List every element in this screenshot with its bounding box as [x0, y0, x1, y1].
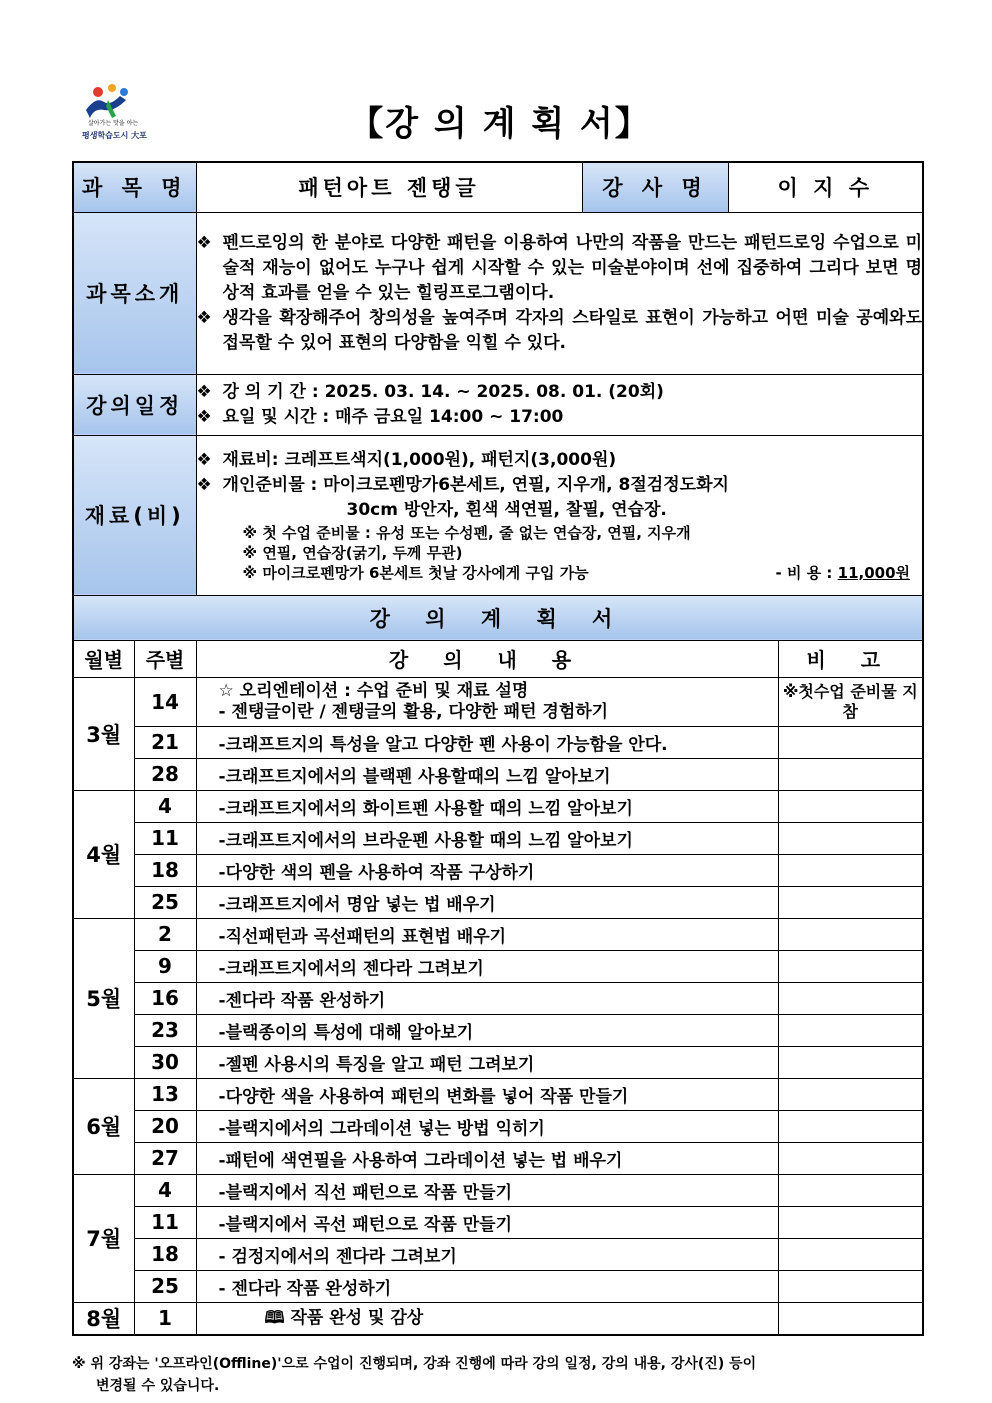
- table-row: [73, 1206, 923, 1238]
- week-cell: 25: [134, 886, 196, 918]
- table-row: [73, 822, 923, 854]
- diamond-bullet-icon: ❖: [196, 449, 212, 470]
- table-row: [73, 1238, 923, 1270]
- materials-bullet: 개인준비물 : 마이크로펜망가6본세트, 연필, 지우개, 8절검정도화지: [222, 474, 729, 495]
- week-cell: 4: [134, 1174, 196, 1206]
- content-line: -직선패턴과 곡선패턴의 표현법 배우기: [218, 926, 507, 947]
- diamond-bullet-icon: ❖: [196, 232, 212, 253]
- remark-cell: [778, 918, 923, 950]
- week-cell: 14: [134, 677, 196, 726]
- content-cell: [196, 1206, 778, 1238]
- content-cell: [196, 790, 778, 822]
- remark-cell: [778, 790, 923, 822]
- content-cell: [196, 677, 778, 726]
- week-cell: 28: [134, 758, 196, 790]
- remark-cell: [778, 982, 923, 1014]
- table-row: [73, 950, 923, 982]
- table-row: [73, 1110, 923, 1142]
- subject-label: 과 목 명: [73, 162, 196, 212]
- week-cell: 11: [134, 822, 196, 854]
- remark-cell: [778, 1238, 923, 1270]
- content-cell: [196, 1174, 778, 1206]
- content-cell: [196, 1078, 778, 1110]
- week-cell: 21: [134, 726, 196, 758]
- table-row: [73, 982, 923, 1014]
- content-line: 🕮 작품 완성 및 감상: [264, 1307, 424, 1328]
- table-row: [73, 1270, 923, 1302]
- subject-value: 패턴아트 젠탱글: [196, 162, 582, 212]
- month-cell: 5월: [73, 918, 134, 1078]
- content-cell: [196, 1238, 778, 1270]
- week-cell: 18: [134, 854, 196, 886]
- week-cell: 20: [134, 1110, 196, 1142]
- materials-note: ※ 연필, 연습장(굵기, 두께 무관): [242, 543, 463, 562]
- remark-cell: [778, 886, 923, 918]
- week-cell: 16: [134, 982, 196, 1014]
- month-cell: 3월: [73, 677, 134, 790]
- schedule-label: 강의일정: [73, 374, 196, 435]
- intro-label: 과목소개: [73, 212, 196, 374]
- intro-bullet: 펜드로잉의 한 분야로 다양한 패턴을 이용하여 나만의 작품을 만드는 패턴드로잉 수업으로 미술적 재능이 없어도 누구나 쉽게 시작할 수 있는 미술분야이며 선에 집중하여 그리다 보면 명상적 효과를 얻을 수 있는 힐링프로그램이다.: [222, 232, 923, 303]
- materials-note: ※ 첫 수업 준비물 : 유성 또는 수성펜, 줄 없는 연습장, 연필, 지우개: [242, 523, 691, 542]
- page-title: 【강 의 계 획 서】: [349, 104, 651, 144]
- content-cell: [196, 1110, 778, 1142]
- table-row: [73, 726, 923, 758]
- instructor-label: 강 사 명: [582, 162, 728, 212]
- remark-cell: [778, 1206, 923, 1238]
- remark-cell: ※첫수업 준비물 지참: [778, 677, 923, 726]
- content-cell: [196, 758, 778, 790]
- schedule-bullet: 강 의 기 간 : 2025. 03. 14. ~ 2025. 08. 01. (20회): [222, 381, 664, 402]
- table-row: [73, 1014, 923, 1046]
- content-line: -패턴에 색연필을 사용하여 그라데이션 넣는 법 배우기: [218, 1150, 623, 1171]
- month-cell: 8월: [73, 1302, 134, 1335]
- remark-cell: [778, 758, 923, 790]
- week-cell: 23: [134, 1014, 196, 1046]
- week-cell: 18: [134, 1238, 196, 1270]
- remark-cell: [778, 1110, 923, 1142]
- remark-cell: [778, 1014, 923, 1046]
- remark-cell: [778, 1078, 923, 1110]
- diamond-bullet-icon: ❖: [196, 381, 212, 402]
- week-cell: 1: [134, 1302, 196, 1335]
- remark-cell: [778, 1046, 923, 1078]
- content-line: -크래프트지에서의 브라운펜 사용할 때의 느낌 알아보기: [218, 830, 633, 851]
- logo-name: 평생학습도시 大포: [82, 131, 147, 140]
- col-week-header: 주별: [134, 640, 196, 677]
- schedule-text: [196, 374, 923, 435]
- remark-cell: [778, 822, 923, 854]
- content-cell: [196, 1046, 778, 1078]
- content-cell: [196, 918, 778, 950]
- content-line: -블랙지에서 곡선 패턴으로 작품 만들기: [218, 1214, 512, 1235]
- week-cell: 13: [134, 1078, 196, 1110]
- content-line: -다양한 색을 사용하여 패턴의 변화를 넣어 작품 만들기: [218, 1086, 629, 1107]
- remark-cell: [778, 1302, 923, 1335]
- instructor-value: 이 지 수: [728, 162, 923, 212]
- footer-line: ※ 위 강좌는 '오프라인(Offline)'으로 수업이 진행되며, 강좌 진행에 따라 강의 일정, 강의 내용, 강사(진) 등이: [72, 1356, 757, 1372]
- content-line: -크래프트지에서의 젠다라 그려보기: [218, 958, 484, 979]
- week-cell: 30: [134, 1046, 196, 1078]
- footer-note: [72, 1353, 922, 1397]
- remark-cell: [778, 854, 923, 886]
- intro-bullet: 생각을 확장해주어 창의성을 높여주며 각자의 스타일로 표현이 가능하고 어떤 미술 공예와도 접목할 수 있어 표현의 다양함을 익힐 수 있다.: [222, 307, 923, 353]
- table-row: [73, 886, 923, 918]
- month-cell: 7월: [73, 1174, 134, 1302]
- week-cell: 2: [134, 918, 196, 950]
- month-cell: 6월: [73, 1078, 134, 1174]
- content-line: -블랙지에서 직선 패턴으로 작품 만들기: [218, 1182, 512, 1203]
- content-line: -블랙종이의 특성에 대해 알아보기: [218, 1022, 474, 1043]
- remark-cell: [778, 726, 923, 758]
- city-logo: [78, 82, 178, 142]
- logo-tagline: 살아가는 맛을 아는: [88, 120, 139, 127]
- content-cell: [196, 1302, 778, 1335]
- month-cell: 4월: [73, 790, 134, 918]
- content-line: -젠다라 작품 완성하기: [218, 990, 386, 1011]
- materials-label: 재료(비): [73, 435, 196, 595]
- content-line: - 검정지에서의 젠다라 그려보기: [218, 1246, 457, 1267]
- materials-note: ※ 마이크로펜망가 6본세트 첫날 강사에게 구입 가능: [242, 563, 589, 582]
- content-line: -크래프트지의 특성을 알고 다양한 펜 사용이 가능함을 안다.: [218, 734, 668, 755]
- content-line: -크래프트지에서의 블랙펜 사용할때의 느낌 알아보기: [218, 766, 611, 787]
- week-cell: 9: [134, 950, 196, 982]
- content-line: - 젠탱글이란 / 젠탱글의 활용, 다양한 패턴 경험하기: [218, 701, 609, 722]
- remark-cell: [778, 1142, 923, 1174]
- materials-continuation: 30cm 방안자, 흰색 색연필, 찰필, 연습장.: [346, 499, 667, 520]
- week-cell: 11: [134, 1206, 196, 1238]
- table-row: [73, 918, 923, 950]
- col-remark-header: 비 고: [778, 640, 923, 677]
- table-row: [73, 1174, 923, 1206]
- diamond-bullet-icon: ❖: [196, 406, 212, 427]
- content-cell: [196, 950, 778, 982]
- cost: [776, 563, 922, 583]
- table-row: [73, 790, 923, 822]
- content-line: -젤펜 사용시의 특징을 알고 패턴 그려보기: [218, 1054, 535, 1075]
- content-cell: [196, 726, 778, 758]
- week-cell: 25: [134, 1270, 196, 1302]
- table-row: [73, 758, 923, 790]
- week-cell: 4: [134, 790, 196, 822]
- remark-cell: [778, 1270, 923, 1302]
- content-cell: [196, 854, 778, 886]
- table-row: [73, 677, 923, 726]
- content-cell: [196, 822, 778, 854]
- content-cell: [196, 886, 778, 918]
- content-line: -블랙지에서의 그라데이션 넣는 방법 익히기: [218, 1118, 545, 1139]
- remark-cell: [778, 950, 923, 982]
- table-row: [73, 1046, 923, 1078]
- content-cell: [196, 1142, 778, 1174]
- content-cell: [196, 1270, 778, 1302]
- content-line: -크래프트지에서의 화이트펜 사용할 때의 느낌 알아보기: [218, 798, 633, 819]
- footer-line: 변경될 수 있습니다.: [96, 1378, 220, 1394]
- content-cell: [196, 1014, 778, 1046]
- person-logo-icon: [78, 82, 138, 122]
- diamond-bullet-icon: ❖: [196, 307, 212, 328]
- table-row: [73, 854, 923, 886]
- materials-text: [196, 435, 923, 595]
- table-row: [73, 1078, 923, 1110]
- plan-table: [72, 161, 924, 1336]
- week-cell: 27: [134, 1142, 196, 1174]
- cost-label: - 비 용 :: [775, 563, 833, 582]
- table-row: [73, 1302, 923, 1335]
- plan-section-title: 강 의 계 획 서: [73, 595, 923, 640]
- col-content-header: 강 의 내 용: [196, 640, 778, 677]
- content-line: -크래프트지에서 명암 넣는 법 배우기: [218, 894, 496, 915]
- col-month-header: 월별: [73, 640, 134, 677]
- content-cell: [196, 982, 778, 1014]
- remark-cell: [778, 1174, 923, 1206]
- schedule-bullet: 요일 및 시간 : 매주 금요일 14:00 ~ 17:00: [222, 406, 564, 427]
- materials-note-row: [197, 563, 923, 583]
- content-line: - 젠다라 작품 완성하기: [218, 1278, 392, 1299]
- table-row: [73, 1142, 923, 1174]
- materials-bullet: 재료비: 크레프트색지(1,000원), 패턴지(3,000원): [222, 449, 617, 470]
- intro-text: [196, 212, 923, 374]
- cost-value: 11,000원: [837, 563, 911, 582]
- diamond-bullet-icon: ❖: [196, 474, 212, 495]
- content-line: -다양한 색의 펜을 사용하여 작품 구상하기: [218, 862, 535, 883]
- content-line: ☆ 오리엔테이션 : 수업 준비 및 재료 설명: [218, 680, 529, 701]
